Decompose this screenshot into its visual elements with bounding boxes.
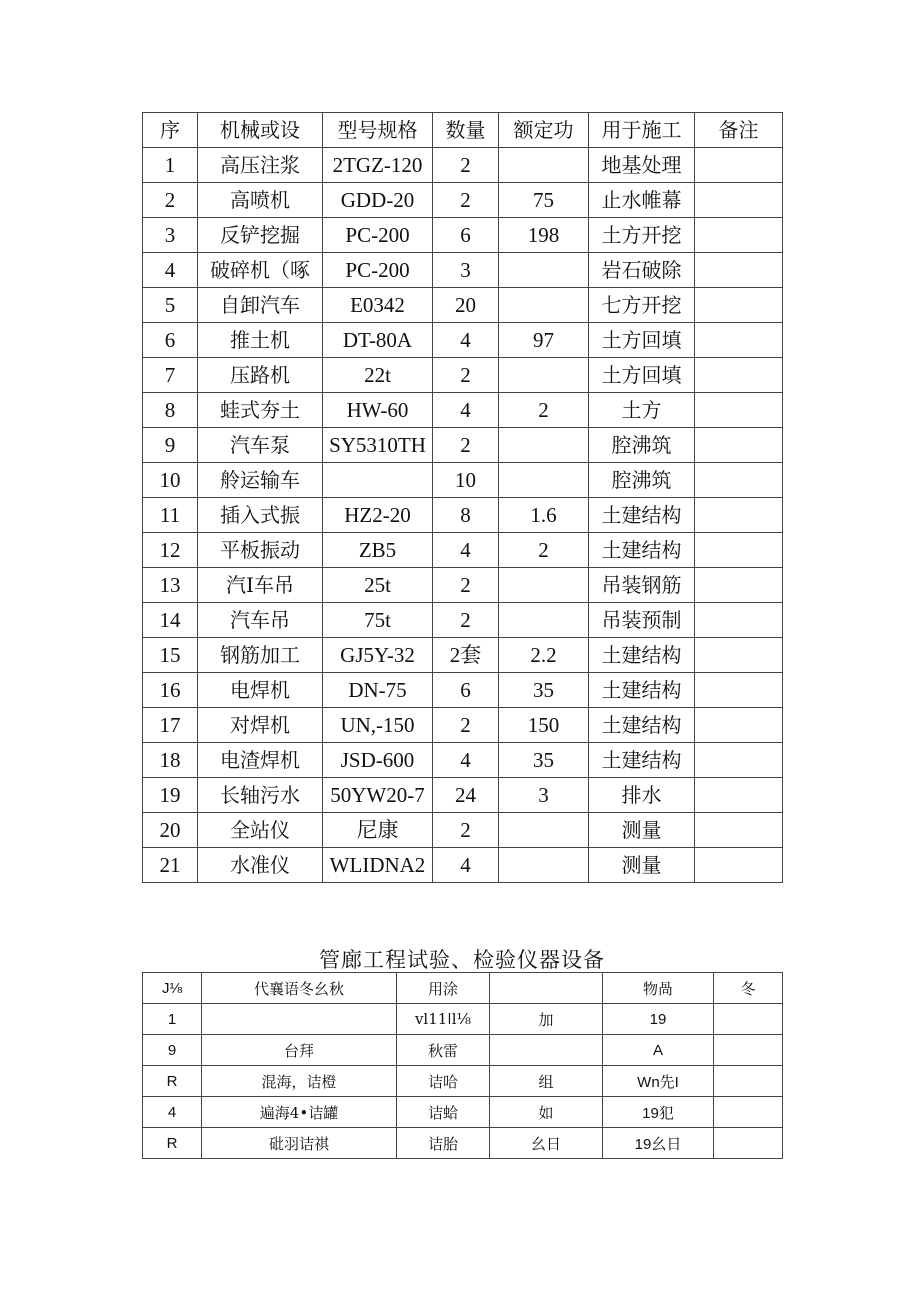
cell-rated-power: 3 xyxy=(499,778,589,813)
cell-instrument-name: 遍海4•诘罐 xyxy=(202,1097,397,1128)
cell-usage: 吊装预制 xyxy=(589,603,695,638)
cell-remark xyxy=(695,743,783,778)
table-row xyxy=(143,323,783,358)
cell-rated-power: 75 xyxy=(499,183,589,218)
table-row xyxy=(143,498,783,533)
cell-machine-name: 反铲挖掘 xyxy=(198,218,323,253)
cell-seq: 12 xyxy=(143,533,198,568)
cell-remark xyxy=(695,568,783,603)
cell-quantity: A xyxy=(603,1035,714,1066)
cell-machine-name: 自卸汽车 xyxy=(198,288,323,323)
cell-quantity: 6 xyxy=(433,673,499,708)
cell-usage: 诘哈 xyxy=(397,1066,490,1097)
instrument-header-row xyxy=(143,973,783,1004)
cell-quantity: 4 xyxy=(433,393,499,428)
cell-usage: 土方回填 xyxy=(589,358,695,393)
cell-machine-name: 压路机 xyxy=(198,358,323,393)
cell-seq: 17 xyxy=(143,708,198,743)
cell-quantity: 2 xyxy=(433,813,499,848)
cell-model: GJ5Y-32 xyxy=(323,638,433,673)
cell-quantity: 4 xyxy=(433,848,499,883)
table-row xyxy=(143,463,783,498)
cell-remark xyxy=(695,603,783,638)
cell-rated-power: 2 xyxy=(499,393,589,428)
cell-quantity: 4 xyxy=(433,533,499,568)
cell-remark xyxy=(695,638,783,673)
cell-remark xyxy=(695,463,783,498)
cell-seq: 15 xyxy=(143,638,198,673)
table-row xyxy=(143,638,783,673)
table-row xyxy=(143,1035,783,1066)
cell-quantity: Wn先I xyxy=(603,1066,714,1097)
cell-usage: 土建结构 xyxy=(589,673,695,708)
cell-rated-power: 150 xyxy=(499,708,589,743)
cell-usage: 土方 xyxy=(589,393,695,428)
cell-seq: 10 xyxy=(143,463,198,498)
cell-machine-name: 全站仪 xyxy=(198,813,323,848)
cell-model: DT-80A xyxy=(323,323,433,358)
header-remark: 备注 xyxy=(695,113,783,148)
cell-machine-name: 高喷机 xyxy=(198,183,323,218)
header-rated-power: 额定功 xyxy=(499,113,589,148)
cell-rated-power: 2 xyxy=(499,533,589,568)
cell-usage: 地基处理 xyxy=(589,148,695,183)
table-row xyxy=(143,393,783,428)
cell-model: DN-75 xyxy=(323,673,433,708)
cell-quantity: 8 xyxy=(433,498,499,533)
cell-seq: 2 xyxy=(143,183,198,218)
equipment-table xyxy=(142,112,783,883)
header-instrument-name: 代襄语冬幺秋 xyxy=(202,973,397,1004)
cell-remark xyxy=(695,148,783,183)
cell-machine-name: 蛙式夯土 xyxy=(198,393,323,428)
table-row xyxy=(143,1097,783,1128)
cell-seq: 4 xyxy=(143,1097,202,1128)
cell-model: E0342 xyxy=(323,288,433,323)
header-usage: 用于施工 xyxy=(589,113,695,148)
table-row xyxy=(143,848,783,883)
cell-quantity: 2 xyxy=(433,183,499,218)
header-quantity: 数量 xyxy=(433,113,499,148)
table-row xyxy=(143,183,783,218)
cell-instrument-name xyxy=(202,1004,397,1035)
cell-remark xyxy=(714,1035,783,1066)
cell-rated-power xyxy=(499,603,589,638)
cell-rated-power xyxy=(499,428,589,463)
cell-seq: 1 xyxy=(143,148,198,183)
cell-quantity: 2 xyxy=(433,358,499,393)
cell-unit: 加 xyxy=(490,1004,603,1035)
cell-model: WLIDNA2 xyxy=(323,848,433,883)
cell-seq: 19 xyxy=(143,778,198,813)
cell-model: JSD-600 xyxy=(323,743,433,778)
cell-machine-name: 汽车吊 xyxy=(198,603,323,638)
header-machine-name: 机械或设 xyxy=(198,113,323,148)
table-row xyxy=(143,778,783,813)
cell-usage: 七方开挖 xyxy=(589,288,695,323)
cell-quantity: 19幺日 xyxy=(603,1128,714,1159)
cell-machine-name: 长轴污水 xyxy=(198,778,323,813)
cell-machine-name: 对焊机 xyxy=(198,708,323,743)
cell-rated-power xyxy=(499,813,589,848)
cell-model: 22t xyxy=(323,358,433,393)
cell-usage: 土方回填 xyxy=(589,323,695,358)
table-row xyxy=(143,673,783,708)
cell-quantity: 2 xyxy=(433,568,499,603)
cell-usage: 土建结构 xyxy=(589,638,695,673)
cell-quantity: 4 xyxy=(433,743,499,778)
cell-usage: 土建结构 xyxy=(589,533,695,568)
cell-rated-power: 1.6 xyxy=(499,498,589,533)
cell-seq: 18 xyxy=(143,743,198,778)
cell-seq: 6 xyxy=(143,323,198,358)
header-remark: 冬 xyxy=(714,973,783,1004)
cell-machine-name: 高压注浆 xyxy=(198,148,323,183)
cell-seq: 14 xyxy=(143,603,198,638)
cell-quantity: 4 xyxy=(433,323,499,358)
cell-usage: 土建结构 xyxy=(589,743,695,778)
cell-remark xyxy=(695,323,783,358)
cell-model: HW-60 xyxy=(323,393,433,428)
cell-seq: R xyxy=(143,1128,202,1159)
cell-rated-power: 35 xyxy=(499,673,589,708)
cell-seq: 9 xyxy=(143,428,198,463)
cell-quantity: 19 xyxy=(603,1004,714,1035)
equipment-header-row xyxy=(143,113,783,148)
cell-seq: 1 xyxy=(143,1004,202,1035)
cell-usage: 岩石破除 xyxy=(589,253,695,288)
cell-remark xyxy=(695,708,783,743)
cell-rated-power: 198 xyxy=(499,218,589,253)
header-model: 型号规格 xyxy=(323,113,433,148)
cell-instrument-name: 台拜 xyxy=(202,1035,397,1066)
cell-instrument-name: 砒羽诘祺 xyxy=(202,1128,397,1159)
cell-remark xyxy=(714,1004,783,1035)
cell-model: PC-200 xyxy=(323,218,433,253)
table-row xyxy=(143,1004,783,1035)
cell-remark xyxy=(695,218,783,253)
cell-remark xyxy=(695,183,783,218)
cell-seq: 9 xyxy=(143,1035,202,1066)
cell-usage: 秋雷 xyxy=(397,1035,490,1066)
cell-model: 50YW20-7 xyxy=(323,778,433,813)
cell-model: UN,-150 xyxy=(323,708,433,743)
table-row xyxy=(143,218,783,253)
cell-rated-power xyxy=(499,358,589,393)
table-row xyxy=(143,288,783,323)
cell-rated-power: 2.2 xyxy=(499,638,589,673)
table-row xyxy=(143,708,783,743)
cell-usage: 土方开挖 xyxy=(589,218,695,253)
cell-seq: 16 xyxy=(143,673,198,708)
cell-usage: 测量 xyxy=(589,813,695,848)
cell-machine-name: 电渣焊机 xyxy=(198,743,323,778)
cell-remark xyxy=(714,1066,783,1097)
cell-machine-name: 平板振动 xyxy=(198,533,323,568)
cell-unit xyxy=(490,1035,603,1066)
cell-model: ZB5 xyxy=(323,533,433,568)
cell-quantity: 2套 xyxy=(433,638,499,673)
cell-model: 2TGZ-120 xyxy=(323,148,433,183)
cell-machine-name: 插入式振 xyxy=(198,498,323,533)
cell-remark xyxy=(695,778,783,813)
cell-quantity: 6 xyxy=(433,218,499,253)
cell-usage: 测量 xyxy=(589,848,695,883)
cell-unit: 组 xyxy=(490,1066,603,1097)
cell-seq: 3 xyxy=(143,218,198,253)
table-row xyxy=(143,148,783,183)
cell-model: PC-200 xyxy=(323,253,433,288)
cell-seq: 8 xyxy=(143,393,198,428)
instrument-table xyxy=(142,972,783,1159)
cell-rated-power xyxy=(499,148,589,183)
cell-remark xyxy=(714,1097,783,1128)
cell-remark xyxy=(695,358,783,393)
cell-usage: 止水帷幕 xyxy=(589,183,695,218)
cell-quantity: 2 xyxy=(433,428,499,463)
cell-model: GDD-20 xyxy=(323,183,433,218)
cell-machine-name: 水准仪 xyxy=(198,848,323,883)
header-quantity: 物咼 xyxy=(603,973,714,1004)
cell-unit: 如 xyxy=(490,1097,603,1128)
cell-quantity: 2 xyxy=(433,708,499,743)
cell-remark xyxy=(695,253,783,288)
cell-seq: 20 xyxy=(143,813,198,848)
cell-rated-power xyxy=(499,463,589,498)
cell-model: 尼康 xyxy=(323,813,433,848)
cell-rated-power xyxy=(499,848,589,883)
cell-usage: 腔沸筑 xyxy=(589,463,695,498)
cell-rated-power: 97 xyxy=(499,323,589,358)
cell-seq: 7 xyxy=(143,358,198,393)
cell-usage: 腔沸筑 xyxy=(589,428,695,463)
cell-model: 75t xyxy=(323,603,433,638)
cell-quantity: 19犯 xyxy=(603,1097,714,1128)
cell-remark xyxy=(695,813,783,848)
table-row xyxy=(143,568,783,603)
cell-model: HZ2-20 xyxy=(323,498,433,533)
section-title: 管廊工程试验、检验仪器设备 xyxy=(319,948,605,972)
cell-remark xyxy=(695,498,783,533)
cell-rated-power xyxy=(499,568,589,603)
cell-unit: 幺日 xyxy=(490,1128,603,1159)
cell-machine-name: 汽车泵 xyxy=(198,428,323,463)
header-usage: 用涂 xyxy=(397,973,490,1004)
table-row xyxy=(143,1128,783,1159)
cell-usage: 土建结构 xyxy=(589,708,695,743)
cell-quantity: 10 xyxy=(433,463,499,498)
table-row xyxy=(143,603,783,638)
cell-remark xyxy=(695,393,783,428)
cell-rated-power xyxy=(499,253,589,288)
cell-usage: 诘胎 xyxy=(397,1128,490,1159)
cell-seq: 21 xyxy=(143,848,198,883)
cell-quantity: 20 xyxy=(433,288,499,323)
table-row xyxy=(143,533,783,568)
cell-seq: 11 xyxy=(143,498,198,533)
cell-usage: 排水 xyxy=(589,778,695,813)
table-row xyxy=(143,813,783,848)
cell-machine-name: 推土机 xyxy=(198,323,323,358)
header-seq: 序 xyxy=(143,113,198,148)
cell-model xyxy=(323,463,433,498)
cell-model: 25t xyxy=(323,568,433,603)
header-seq: J⅛ xyxy=(143,973,202,1004)
cell-seq: 13 xyxy=(143,568,198,603)
cell-machine-name: 电焊机 xyxy=(198,673,323,708)
cell-usage: 吊装钢筋 xyxy=(589,568,695,603)
cell-quantity: 24 xyxy=(433,778,499,813)
cell-usage: 土建结构 xyxy=(589,498,695,533)
cell-seq: R xyxy=(143,1066,202,1097)
cell-quantity: 3 xyxy=(433,253,499,288)
cell-remark xyxy=(714,1128,783,1159)
cell-machine-name: 汽I车吊 xyxy=(198,568,323,603)
cell-remark xyxy=(695,288,783,323)
table-row xyxy=(143,1066,783,1097)
cell-remark xyxy=(695,673,783,708)
cell-machine-name: 破碎机（啄 xyxy=(198,253,323,288)
cell-rated-power xyxy=(499,288,589,323)
table-row xyxy=(143,743,783,778)
cell-remark xyxy=(695,533,783,568)
cell-seq: 4 xyxy=(143,253,198,288)
cell-usage: 诘蛤 xyxy=(397,1097,490,1128)
table-row xyxy=(143,358,783,393)
table-row xyxy=(143,253,783,288)
cell-machine-name: 钢筋加工 xyxy=(198,638,323,673)
cell-machine-name: 舲运输车 xyxy=(198,463,323,498)
cell-remark xyxy=(695,848,783,883)
table-row xyxy=(143,428,783,463)
cell-usage: vl11ǀl⅛ xyxy=(397,1004,490,1035)
cell-quantity: 2 xyxy=(433,603,499,638)
cell-remark xyxy=(695,428,783,463)
cell-rated-power: 35 xyxy=(499,743,589,778)
cell-quantity: 2 xyxy=(433,148,499,183)
cell-instrument-name: 混海，诘橙 xyxy=(202,1066,397,1097)
cell-seq: 5 xyxy=(143,288,198,323)
cell-model: SY5310TH xyxy=(323,428,433,463)
header-unit xyxy=(490,973,603,1004)
